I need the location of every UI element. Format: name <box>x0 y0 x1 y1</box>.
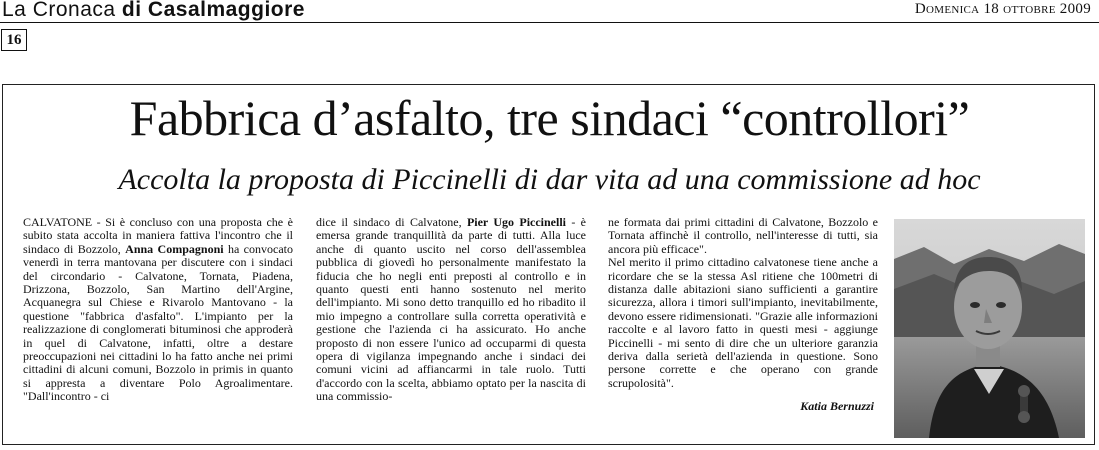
article-column-2 <box>316 216 586 404</box>
page-header <box>0 0 1099 22</box>
article-headline: Fabbrica d’asfalto, tre sindaci “controllori” <box>129 90 970 146</box>
header-rule <box>0 22 1099 23</box>
col1-person-name: Anna Compagnoni <box>125 241 224 256</box>
column-2-paragraph <box>316 216 586 404</box>
masthead-bold: di Casalmaggiore <box>121 0 305 21</box>
article-subtitle: Accolta la proposta di Piccinelli di dar vita ad una commissione ad hoc <box>118 163 981 196</box>
page-number: 16 <box>1 29 27 51</box>
mayor-portrait-photo <box>894 219 1085 438</box>
article-column-1 <box>23 216 293 404</box>
col2-text-a: dice il sindaco di Calvatone, <box>316 215 467 229</box>
col2-person-name: Pier Ugo Piccinelli <box>466 215 567 229</box>
issue-date: Domenica 18 ottobre 2009 <box>914 1 1091 17</box>
col1-text-b: ha convocato venerdì in terra mantovana per discutere con i sindaci del circondario - Calvatone, Tornata, Piadena, Drizzona, Bozzolo, San Martino dell'Argine, Acquanegra sul Chiese e Rivarolo Mantovano - la questione "fabbrica d'asfalto". L'impianto per la realizzazione di conglomerati bituminosi che approderà in quel di Calvatone, infatti, oltre a destare preoccupazioni nei cittadini lo ha fatto anche nei primi cittadini di alcuni comuni, Bozzolo in primis in quanto si appresta a diventare Polo Agroalimentare. "Dall'incontro - ci <box>23 241 293 404</box>
article-author: Katia Bernuzzi <box>800 399 874 414</box>
column-3-paragraph-2: Nel merito il primo cittadino calvatonese tiene anche a ricordare che se la stessa Asl ritiene che 100metri di distanza dalle abitazioni siano sufficienti a garantire sicurezza, allora i timori sull'impianto, inevitabilmente, devono essere ridimensionati. "Grazie alle informazioni raccolte e al lavoro fatto in questi mesi - aggiunge Piccinelli - mi sento di dire che un ulteriore garanzia deriva dalla serietà dell'azienda in questione. Sono persone corrette e che operano con grande scrupolosità". <box>608 255 878 390</box>
column-3-paragraph-1: ne formata dai primi cittadini di Calvatone, Bozzolo e Tornata affinchè il controllo, nell'interesse di tutti, sia ancora più efficace". <box>608 215 878 256</box>
portrait-illustration <box>894 219 1085 438</box>
masthead-light: La Cronaca <box>2 0 116 21</box>
col2-text-b: - è emersa grande tranquillità da parte di tutti. Alla luce anche di quanto uscito nel corso dell'assemblea pubblica di giovedì ho personalmente manifestato la fiducia che ho negli enti preposti al controllo e in quanto questi enti hanno sostenuto nel merito dell'impianto. Mi sono detto tranquillo ed ho ribadito il mio impegno a controllare sulla corretta operatività e gestione che l'azienda ci ha assicurato. Ho anche proposto di non essere l'unico ad occuparmi di questa opera di vigilanza impegnando anche i sindaci dei comuni vicini ad affiancarmi in tale ruolo. Tutti d'accordo con la scelta, abbiamo optato per la nascita di una commissio- <box>316 215 586 404</box>
newspaper-masthead <box>2 0 305 22</box>
article-column-3 <box>608 216 878 414</box>
column-1-paragraph <box>23 216 293 404</box>
col1-text-a: CALVATONE - Si è concluso con una proposta che è subito stata accolta in maniera fattiva l'incontro che il sindaco di Bozzolo, <box>23 215 293 256</box>
